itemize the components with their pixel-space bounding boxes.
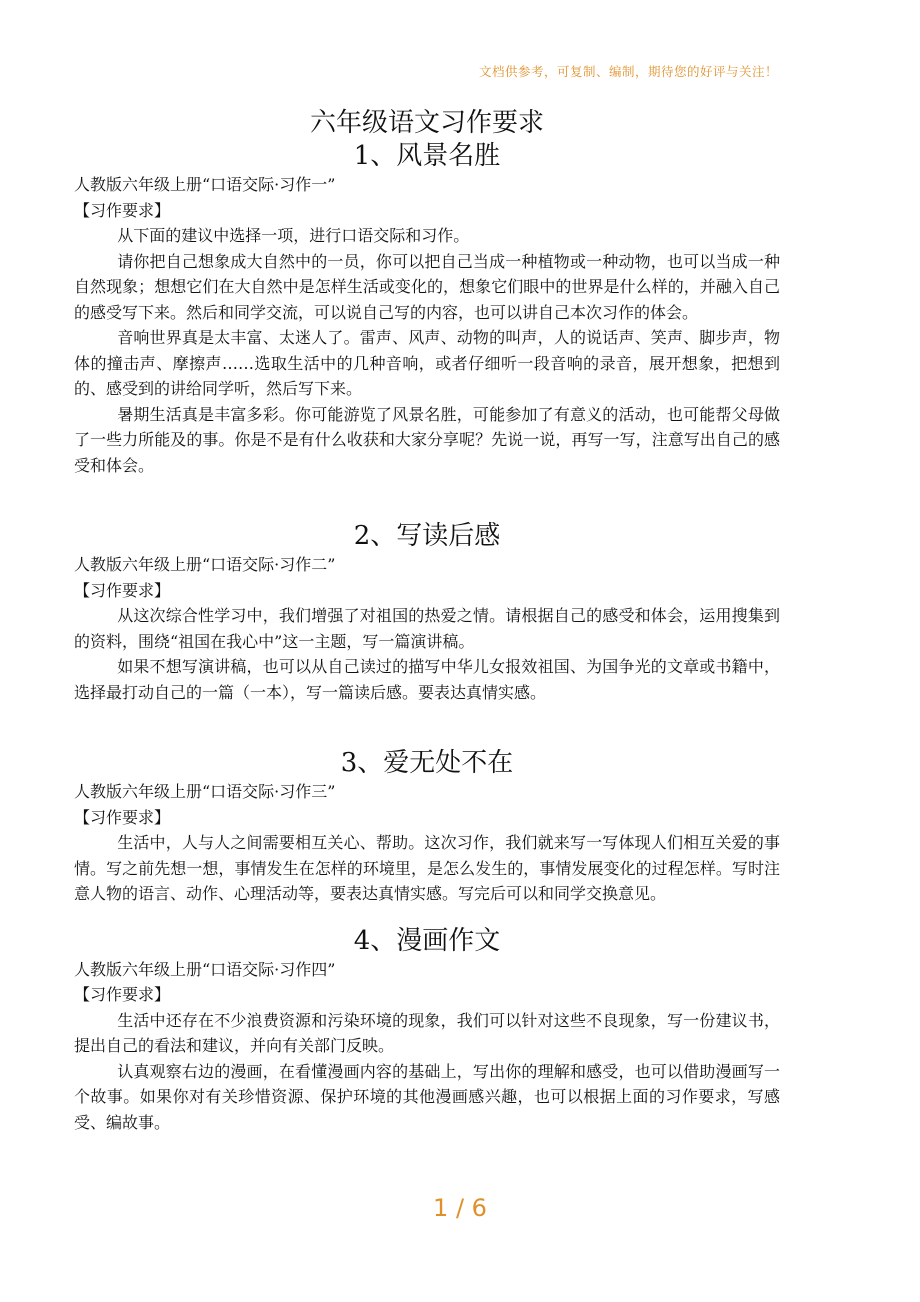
section-3 xyxy=(74,747,780,907)
page-number: 1 / 6 xyxy=(433,1194,487,1222)
paragraph: 暑期生活真是丰富多彩。你可能游览了风景名胜，可能参加了有意义的活动，也可能帮父母做了一些力所能及的事。你是不是有什么收获和大家分享呢？先说一说，再写一写，注意写出自己的感受和体会。 xyxy=(74,404,780,475)
document-title: 六年级语文习作要求 xyxy=(309,108,544,138)
paragraph: 生活中还存在不少浪费资源和污染环境的现象，我们可以针对这些不良现象，写一份建议书，提出自己的看法和建议，并向有关部门反映。 xyxy=(74,1010,780,1055)
section-source: 人教版六年级上册“口语交际·习作二” xyxy=(74,555,336,574)
section-4 xyxy=(74,925,780,1136)
paragraph: 生活中，人与人之间需要相互关心、帮助。这次习作，我们就来写一写体现人们相互关爱的事情。写之前先想一想，事情发生在怎样的环境里，是怎么发生的，事情发展变化的过程怎样。写时注意人物的语言、动作、心理活动等，要表达真情实感。写完后可以和同学交换意见。 xyxy=(74,833,780,903)
paragraph: 音响世界真是太丰富、太迷人了。雷声、风声、动物的叫声，人的说话声、笑声、脚步声，物体的撞击声、摩擦声……选取生活中的几种音响，或者仔细听一段音响的录音，展开想象，把想到的、感受到的讲给同学听，然后写下来。 xyxy=(74,328,780,398)
requirement-label: 【习作要求】 xyxy=(74,985,171,1004)
section-heading: 4、漫画作文 xyxy=(353,925,501,956)
section-source: 人教版六年级上册“口语交际·习作四” xyxy=(74,959,336,979)
section-1 xyxy=(74,140,780,478)
section-heading: 1、风景名胜 xyxy=(353,141,501,171)
paragraph: 请你把自己想象成大自然中的一员，你可以把自己当成一种植物或一种动物，也可以当成一种自然现象；想想它们在大自然中是怎样生活或变化的，想象它们眼中的世界是什么样的，并融入自己的感受写下来。然后和同学交流，可以说自己写的内容，也可以讲自己本次习作的体会。 xyxy=(74,251,780,322)
paragraph: 从这次综合性学习中，我们增强了对祖国的热爱之情。请根据自己的感受和体会，运用搜集到的资料，围绕“祖国在我心中”这一主题，写一篇演讲稿。 xyxy=(74,606,780,651)
requirement-label: 【习作要求】 xyxy=(74,200,171,220)
section-heading: 2、写读后感 xyxy=(353,521,501,551)
section-source: 人教版六年级上册“口语交际·习作一” xyxy=(74,175,336,194)
requirement-label: 【习作要求】 xyxy=(74,580,171,600)
section-heading: 3、爱无处不在 xyxy=(340,748,514,778)
requirement-label: 【习作要求】 xyxy=(74,807,171,827)
document-body xyxy=(74,106,780,1135)
paragraph: 如果不想写演讲稿，也可以从自己读过的描写中华儿女报效祖国、为国争光的文章或书籍中，选择最打动自己的一篇（一本），写一篇读后感。要表达真情实感。 xyxy=(74,657,780,702)
section-2 xyxy=(74,520,780,705)
paragraph: 从下面的建议中选择一项，进行口语交际和习作。 xyxy=(117,226,470,245)
section-source: 人教版六年级上册“口语交际·习作三” xyxy=(74,782,336,801)
paragraph: 认真观察右边的漫画，在看懂漫画内容的基础上，写出你的理解和感受，也可以借助漫画写一个故事。如果你对有关珍惜资源、保护环境的其他漫画感兴趣，也可以根据上面的习作要求，写感受、编故事。 xyxy=(74,1061,780,1132)
watermark-text: 文档供参考，可复制、编制，期待您的好评与关注！ xyxy=(478,64,778,79)
